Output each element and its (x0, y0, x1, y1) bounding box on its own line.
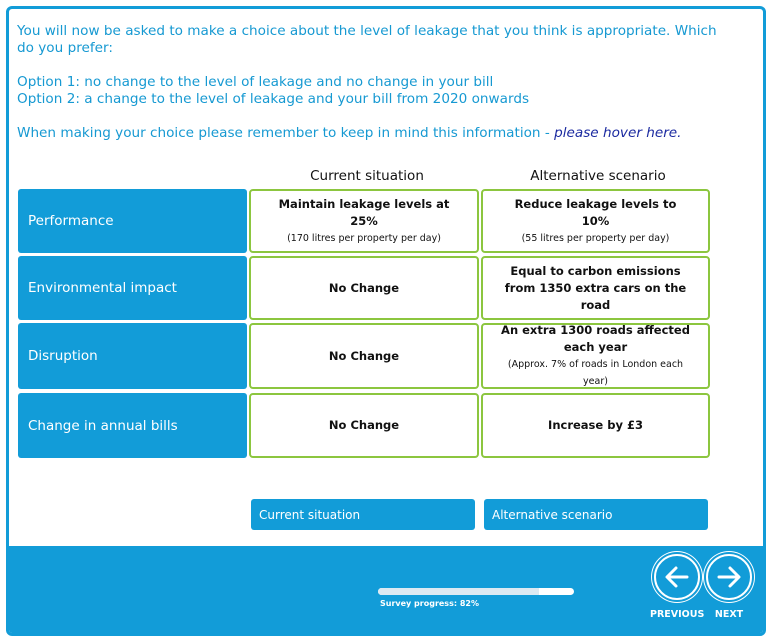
previous-circle[interactable] (654, 554, 700, 600)
cell-main: Reduce leakage levels to 10% (514, 196, 677, 228)
next-button[interactable] (702, 554, 756, 620)
cell-main: No Change (328, 280, 400, 295)
cell-main: Maintain leakage levels at 25% (278, 196, 450, 228)
row-label-change-in-annual-bills: Change in annual bills (18, 393, 247, 458)
question-text: You will now be asked to make a choice about the level of leakage that you think is appropriate. Which do you prefer: (17, 23, 717, 56)
option-2-text: Option 2: a change to the level of leakage and your bill from 2020 onwards (17, 91, 530, 107)
current-environmental-cell (249, 256, 479, 320)
arrow-left-icon (663, 563, 691, 591)
arrow-right-icon (715, 563, 743, 591)
alternative-disruption-cell (481, 323, 710, 389)
cell-main: No Change (328, 418, 400, 432)
progress-label: Survey progress: 82% (380, 599, 479, 608)
current-disruption-cell (249, 323, 479, 389)
column-header-alternative: Alternative scenario (530, 168, 666, 184)
alternative-bills-cell (481, 393, 710, 458)
choose-alternative-scenario-button[interactable]: Alternative scenario (484, 499, 708, 530)
row-label-environmental-impact: Environmental impact (18, 256, 247, 320)
previous-label: PREVIOUS (650, 609, 705, 620)
hover-info-link[interactable]: please hover here. (554, 125, 682, 141)
cell-sub: (Approx. 7% of roads in London each year) (507, 359, 684, 387)
next-label: NEXT (714, 609, 744, 620)
alternative-environmental-cell (481, 256, 710, 320)
column-header-current: Current situation (310, 168, 424, 184)
footer-bar (9, 546, 763, 633)
row-label-performance: Performance (18, 189, 247, 253)
option-1-text: Option 1: no change to the level of leakage and no change in your bill (17, 74, 494, 90)
alternative-performance-cell (481, 189, 710, 253)
choose-current-situation-button[interactable]: Current situation (251, 499, 475, 530)
survey-frame (6, 6, 766, 636)
current-performance-cell (249, 189, 479, 253)
next-circle[interactable] (706, 554, 752, 600)
intro-text (17, 23, 737, 142)
reminder-text (17, 125, 737, 142)
cell-main: An extra 1300 roads affected each year (501, 323, 690, 354)
current-bills-cell (249, 393, 479, 458)
row-label-disruption: Disruption (18, 323, 247, 389)
cell-main: Equal to carbon emissions from 1350 extra cars on the road (504, 263, 687, 312)
previous-button[interactable] (650, 554, 704, 620)
cell-main: No Change (328, 348, 400, 363)
cell-sub: (170 litres per property per day) (287, 232, 441, 244)
cell-main: Increase by £3 (548, 418, 643, 432)
cell-sub: (55 litres per property per day) (521, 232, 670, 244)
progress-bar-fill (378, 588, 539, 595)
reminder-label: When making your choice please remember to keep in mind this information - (17, 125, 555, 141)
progress-bar (378, 588, 574, 595)
